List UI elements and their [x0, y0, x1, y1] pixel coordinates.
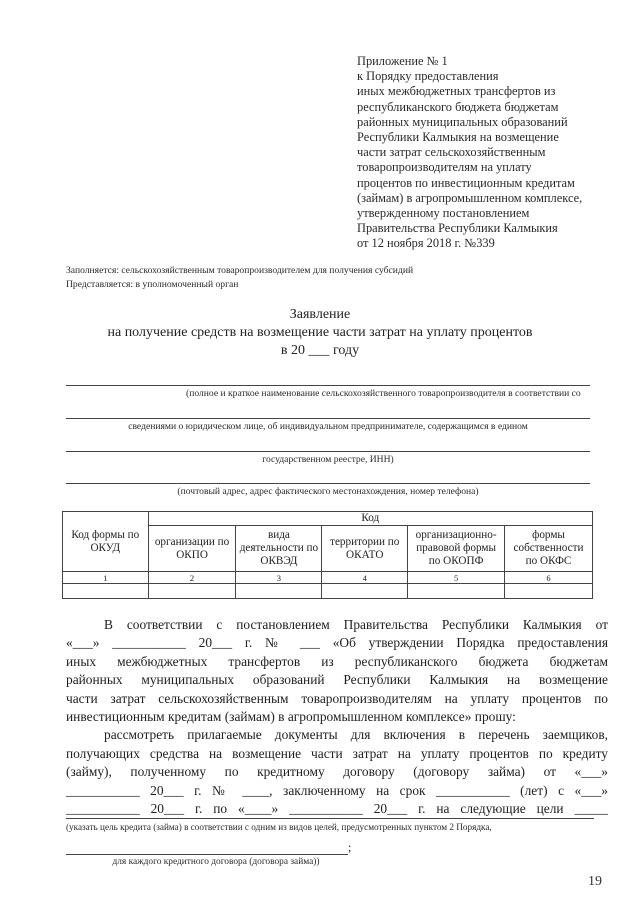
- table-header-row: [63, 512, 593, 526]
- column-index: 3: [236, 572, 322, 584]
- contract-caption: для каждого кредитного договора (договора займа)): [112, 857, 320, 867]
- okud-header: Код формы по ОКУД: [63, 512, 149, 572]
- column-index: 4: [322, 572, 408, 584]
- okved-cell[interactable]: [236, 584, 322, 599]
- okpo-header: организации по ОКПО: [148, 526, 236, 572]
- body-line: иных межбюджетных трансфертов из республиканского бюджета бюджетам: [66, 653, 608, 669]
- loan-purpose-field-continued[interactable]: [66, 840, 366, 855]
- fill-line: [66, 483, 590, 484]
- applicant-name-field-3[interactable]: [66, 451, 590, 465]
- appendix-line: районных муниципальных образований: [357, 114, 568, 129]
- column-index: 2: [148, 572, 236, 584]
- appendix-line: иных межбюджетных трансфертов из: [357, 84, 556, 99]
- appendix-block: [357, 54, 607, 252]
- okopf-cell[interactable]: [408, 584, 505, 599]
- appendix-line: к Порядку предоставления: [357, 69, 499, 84]
- okato-header: территории по ОКАТО: [322, 526, 408, 572]
- body-line: (займу), полученному по кредитному договору (договору займа) от «___»: [66, 764, 608, 780]
- column-index: 6: [505, 572, 593, 584]
- body-line: районных муниципальных образований Республики Калмыкия на возмещение: [66, 672, 608, 688]
- okato-cell[interactable]: [322, 584, 408, 599]
- appendix-line: Приложение № 1: [357, 54, 448, 68]
- fill-line: [66, 844, 348, 855]
- body-line: В соответствии с постановлением Правительства Республики Калмыкия от: [104, 617, 608, 632]
- page-number: 19: [588, 874, 602, 889]
- fill-caption: государственном реестре, ИНН): [262, 454, 394, 465]
- column-index: 1: [63, 572, 149, 584]
- fill-line: [66, 385, 590, 386]
- okud-cell[interactable]: [63, 584, 149, 599]
- body-line: рассмотреть прилагаемые документы для включения в перечень заемщиков,: [104, 727, 608, 743]
- column-index: 5: [408, 572, 505, 584]
- fill-caption: (полное и краткое наименование сельскохозяйственного товаропроизводителя в соответствии со: [186, 388, 581, 399]
- okfs-header: формы собственности по ОКФС: [505, 526, 593, 572]
- body-line: инвестиционным кредитам (займам) в агропромышленном комплексе» прошу:: [66, 709, 516, 725]
- body-line: ___________ 20___ г. № ____, заключенному на срок ___________ (лет) с «___»: [66, 782, 608, 798]
- appendix-line: от 12 ноября 2018 г. №339: [357, 236, 495, 251]
- semicolon: ;: [348, 840, 352, 854]
- appendix-line: (займам) в агропромышленном комплексе,: [357, 190, 583, 205]
- loan-purpose-field[interactable]: [66, 818, 594, 819]
- body-line: получающих средства на возмещение части затрат на уплату процентов по кредиту: [66, 745, 608, 761]
- fill-caption: (почтовый адрес, адрес фактического местонахождения, номер телефона): [177, 486, 479, 497]
- body-line: «___» ___________ 20___ г. № ___ «Об утверждении Порядка предоставления: [66, 635, 608, 651]
- appendix-line: процентов по инвестиционным кредитам: [357, 175, 575, 190]
- appendix-line: Республики Калмыкия на возмещение: [357, 130, 559, 145]
- application-body: [66, 616, 608, 818]
- submitted-to-note: Представляется: в уполномоченный орган: [66, 279, 239, 290]
- code-header: Код: [148, 512, 592, 526]
- appendix-line: товаропроизводителям на уплату: [357, 160, 532, 175]
- okpo-cell[interactable]: [148, 584, 236, 599]
- purpose-caption: (указать цель кредита (займа) в соответствии с одним из видов целей, предусмотренных пунктом 2 Порядка,: [66, 822, 492, 832]
- title-heading: Заявление: [289, 307, 351, 322]
- applicant-name-field-2[interactable]: [66, 418, 590, 432]
- title-year-line: в 20 ___ году: [280, 343, 360, 358]
- table-index-row: [63, 572, 593, 584]
- okopf-header: организационно-правовой формы по ОКОПФ: [408, 526, 505, 572]
- okved-header: вида деятельности по ОКВЭД: [236, 526, 322, 572]
- table-row: [63, 584, 593, 599]
- appendix-line: республиканского бюджета бюджетам: [357, 99, 559, 114]
- fill-line: [66, 451, 590, 452]
- appendix-line: Правительства Республики Калмыкия: [357, 221, 558, 236]
- appendix-line: утвержденному постановлением: [357, 206, 530, 221]
- appendix-line: части затрат сельскохозяйственным: [357, 145, 546, 160]
- title-subheading: на получение средств на возмещение части затрат на уплату процентов: [107, 325, 533, 340]
- body-line: ___________ 20___ г. по «____» ___________ 20___ г. на следующие цели _____: [66, 801, 608, 817]
- form-notes: [66, 264, 606, 292]
- okfs-cell[interactable]: [505, 584, 593, 599]
- applicant-name-field-1[interactable]: [66, 385, 590, 399]
- filled-by-note: Заполняется: сельскохозяйственным товаропроизводителем для получения субсидий: [66, 265, 414, 276]
- fill-line: [66, 418, 590, 419]
- document-title: [66, 306, 574, 360]
- fill-caption: сведениями о юридическом лице, об индивидуальном предпринимателе, содержащимся в едином: [128, 421, 528, 432]
- address-field[interactable]: [66, 483, 590, 497]
- body-line: части затрат сельскохозяйственным товаропроизводителям на уплату процентов по: [66, 690, 608, 706]
- codes-table: [62, 511, 593, 599]
